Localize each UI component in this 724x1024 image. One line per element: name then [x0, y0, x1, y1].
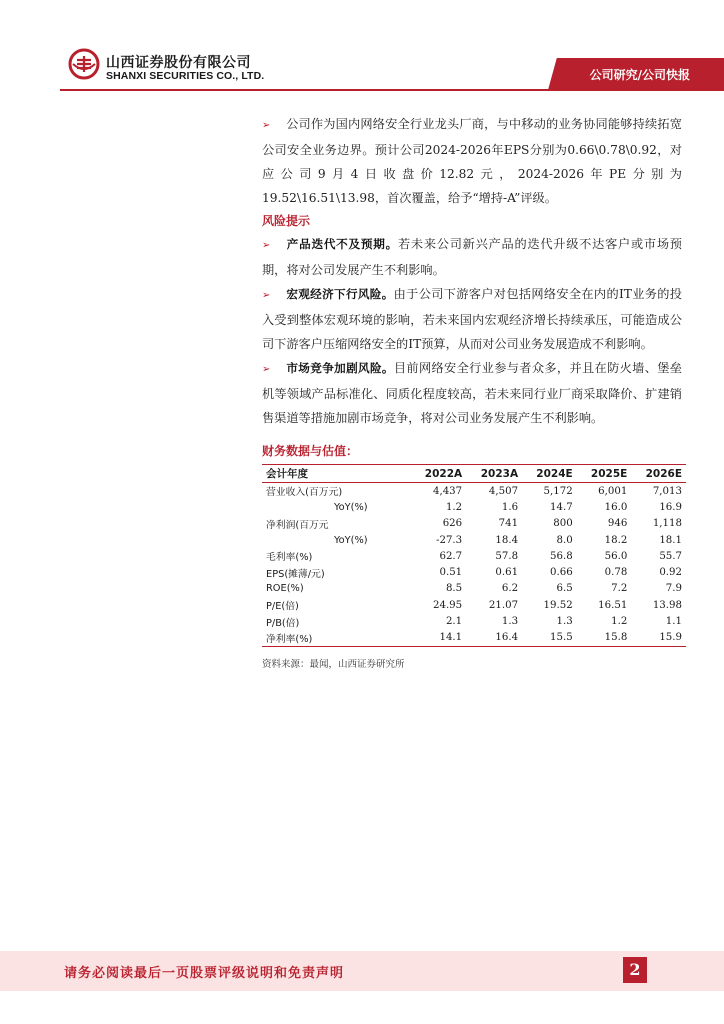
table-cell: 0.92	[659, 567, 682, 579]
table-cell: 7.2	[611, 583, 628, 595]
table-cell: 5,172	[543, 485, 573, 497]
table-cell: -27.3	[436, 534, 463, 546]
table-cell: 24.95	[432, 599, 463, 611]
table-cell: 1,118	[652, 518, 682, 530]
summary-paragraph	[262, 112, 682, 210]
table-cell: 6,001	[598, 485, 628, 497]
table-cell: 18.4	[495, 534, 519, 546]
table-cell: 2.1	[445, 616, 463, 628]
table-cell: 8.0	[556, 534, 573, 546]
financial-table-title: 财务数据与估值：	[262, 444, 359, 458]
table-cell: 1.2	[445, 501, 463, 513]
table-cell: 4,507	[488, 485, 519, 497]
column-header: 2022A	[410, 465, 466, 483]
table-cell: 8.5	[445, 583, 463, 595]
table-cell: 18.2	[604, 534, 628, 546]
table-cell: 21.07	[488, 599, 519, 611]
page-number: 2	[623, 957, 647, 983]
risk-item-text: 若未来公司新兴产品的迭代升级不达客户或市场预期，将对公司发展产生不利影响。	[262, 237, 682, 277]
table-cell: 14.1	[410, 630, 466, 647]
risk-item-competition	[262, 356, 682, 430]
table-cell: 6.5	[556, 583, 573, 595]
table-cell: 6.2	[501, 583, 519, 595]
table-cell: 4,437	[432, 485, 463, 497]
table-cell: 7,013	[652, 485, 682, 497]
row-label: P/B(倍)	[266, 617, 300, 629]
table-cell: 16.51	[598, 599, 628, 611]
table-row	[262, 483, 686, 500]
arrow-bullet-icon: ➢	[262, 290, 271, 301]
table-row	[262, 613, 686, 629]
report-body	[262, 112, 682, 430]
table-row	[262, 516, 686, 532]
table-row	[262, 581, 686, 597]
table-row	[262, 597, 686, 613]
table-cell: 56.0	[604, 550, 628, 562]
row-label: 净利润(百万元	[266, 519, 329, 531]
table-cell: 18.1	[659, 534, 682, 546]
column-header: 2026E	[631, 465, 686, 483]
table-row	[262, 499, 686, 515]
row-label: P/E(倍)	[266, 601, 299, 613]
summary-text: 公司作为国内网络安全行业龙头厂商，与中移动的业务协同能够持续拓宽公司安全业务边界。预计公司2024-2026年EPS分别为0.66\0.78\0.92，对应公司9月4日收盘价12.82元，2024-2026年PE分别为19.52\16.51\13.98，首次覆盖，给予“增持-A”评级。	[262, 117, 682, 205]
table-cell: 15.8	[577, 630, 632, 647]
table-cell: 7.9	[665, 583, 682, 595]
table-cell: 1.6	[501, 501, 519, 513]
company-name-cn: 山西证券股份有限公司	[106, 55, 251, 71]
column-header: 会计年度	[262, 465, 410, 483]
risk-item-text: 目前网络安全行业参与者众多，并且在防火墙、堡垒机等领域产品标准化、同质化程度较高，若未来同行业厂商采取降价、扩建销售渠道等措施加剧市场竞争，将对公司业务发展产生不利影响。	[262, 361, 682, 425]
table-cell: 0.61	[495, 567, 519, 579]
table-cell: 741	[498, 518, 519, 530]
table-cell: 626	[442, 518, 463, 530]
table-cell: 19.52	[543, 599, 573, 611]
table-cell: 15.5	[522, 630, 577, 647]
table-cell: 16.9	[659, 501, 682, 513]
table-row	[262, 532, 686, 548]
table-cell: 56.8	[550, 550, 573, 562]
row-label: 毛利率(%)	[266, 552, 313, 564]
company-logo-icon	[68, 48, 100, 80]
table-cell: 62.7	[439, 550, 463, 562]
table-cell: 946	[607, 518, 628, 530]
header-divider	[60, 89, 724, 91]
table-cell: 16.0	[604, 501, 628, 513]
table-cell: 14.7	[550, 501, 573, 513]
table-cell: 16.4	[466, 630, 522, 647]
table-row	[262, 548, 686, 564]
report-section-label: 公司研究/公司快报	[589, 68, 690, 82]
risk-item-text: 由于公司下游客户对包括网络安全在内的IT业务的投入受到整体宏观环境的影响，若未来国内宏观经济增长持续承压，可能造成公司下游客户压缩网络安全的IT预算，从而对公司业务发展造成不利影响。	[262, 287, 682, 351]
risk-item-title: 市场竞争加剧风险。	[286, 361, 394, 375]
table-cell: 1.2	[611, 616, 628, 628]
risk-item-title: 宏观经济下行风险。	[286, 287, 394, 301]
risk-item-product	[262, 232, 682, 282]
table-cell: 0.66	[550, 567, 573, 579]
arrow-bullet-icon: ➢	[262, 120, 271, 131]
column-header: 2023A	[466, 465, 522, 483]
table-cell: 800	[553, 518, 573, 530]
table-cell: 1.3	[556, 616, 573, 628]
table-cell: 13.98	[652, 599, 682, 611]
row-label: YoY(%)	[334, 501, 368, 513]
footer-disclaimer: 请务必阅读最后一页股票评级说明和免责声明	[64, 966, 345, 981]
table-cell: 57.8	[495, 550, 519, 562]
risk-item-title: 产品迭代不及预期。	[286, 237, 398, 251]
risk-item-macro	[262, 282, 682, 356]
row-label: EPS(摊薄/元)	[266, 568, 325, 580]
risk-section-title: 风险提示	[262, 214, 311, 228]
row-label: YoY(%)	[334, 534, 368, 546]
financial-table	[262, 464, 686, 647]
table-source-note: 资料来源：最闻，山西证券研究所	[262, 659, 405, 670]
arrow-bullet-icon: ➢	[262, 240, 271, 251]
row-label: 营业收入(百万元)	[266, 487, 343, 499]
table-header-row	[262, 465, 686, 483]
table-row	[262, 564, 686, 580]
table-cell: 15.9	[631, 630, 686, 647]
table-cell: 1.3	[501, 616, 519, 628]
table-cell: 55.7	[659, 550, 682, 562]
company-name-en: SHANXI SECURITIES CO., LTD.	[106, 70, 265, 82]
table-cell: 0.78	[604, 567, 628, 579]
row-label: ROE(%)	[266, 583, 304, 595]
column-header: 2024E	[522, 465, 577, 483]
row-label: 净利率(%)	[262, 630, 410, 647]
table-cell: 0.51	[439, 567, 463, 579]
column-header: 2025E	[577, 465, 632, 483]
arrow-bullet-icon: ➢	[262, 364, 271, 375]
table-cell: 1.1	[665, 616, 682, 628]
table-row	[262, 630, 686, 647]
